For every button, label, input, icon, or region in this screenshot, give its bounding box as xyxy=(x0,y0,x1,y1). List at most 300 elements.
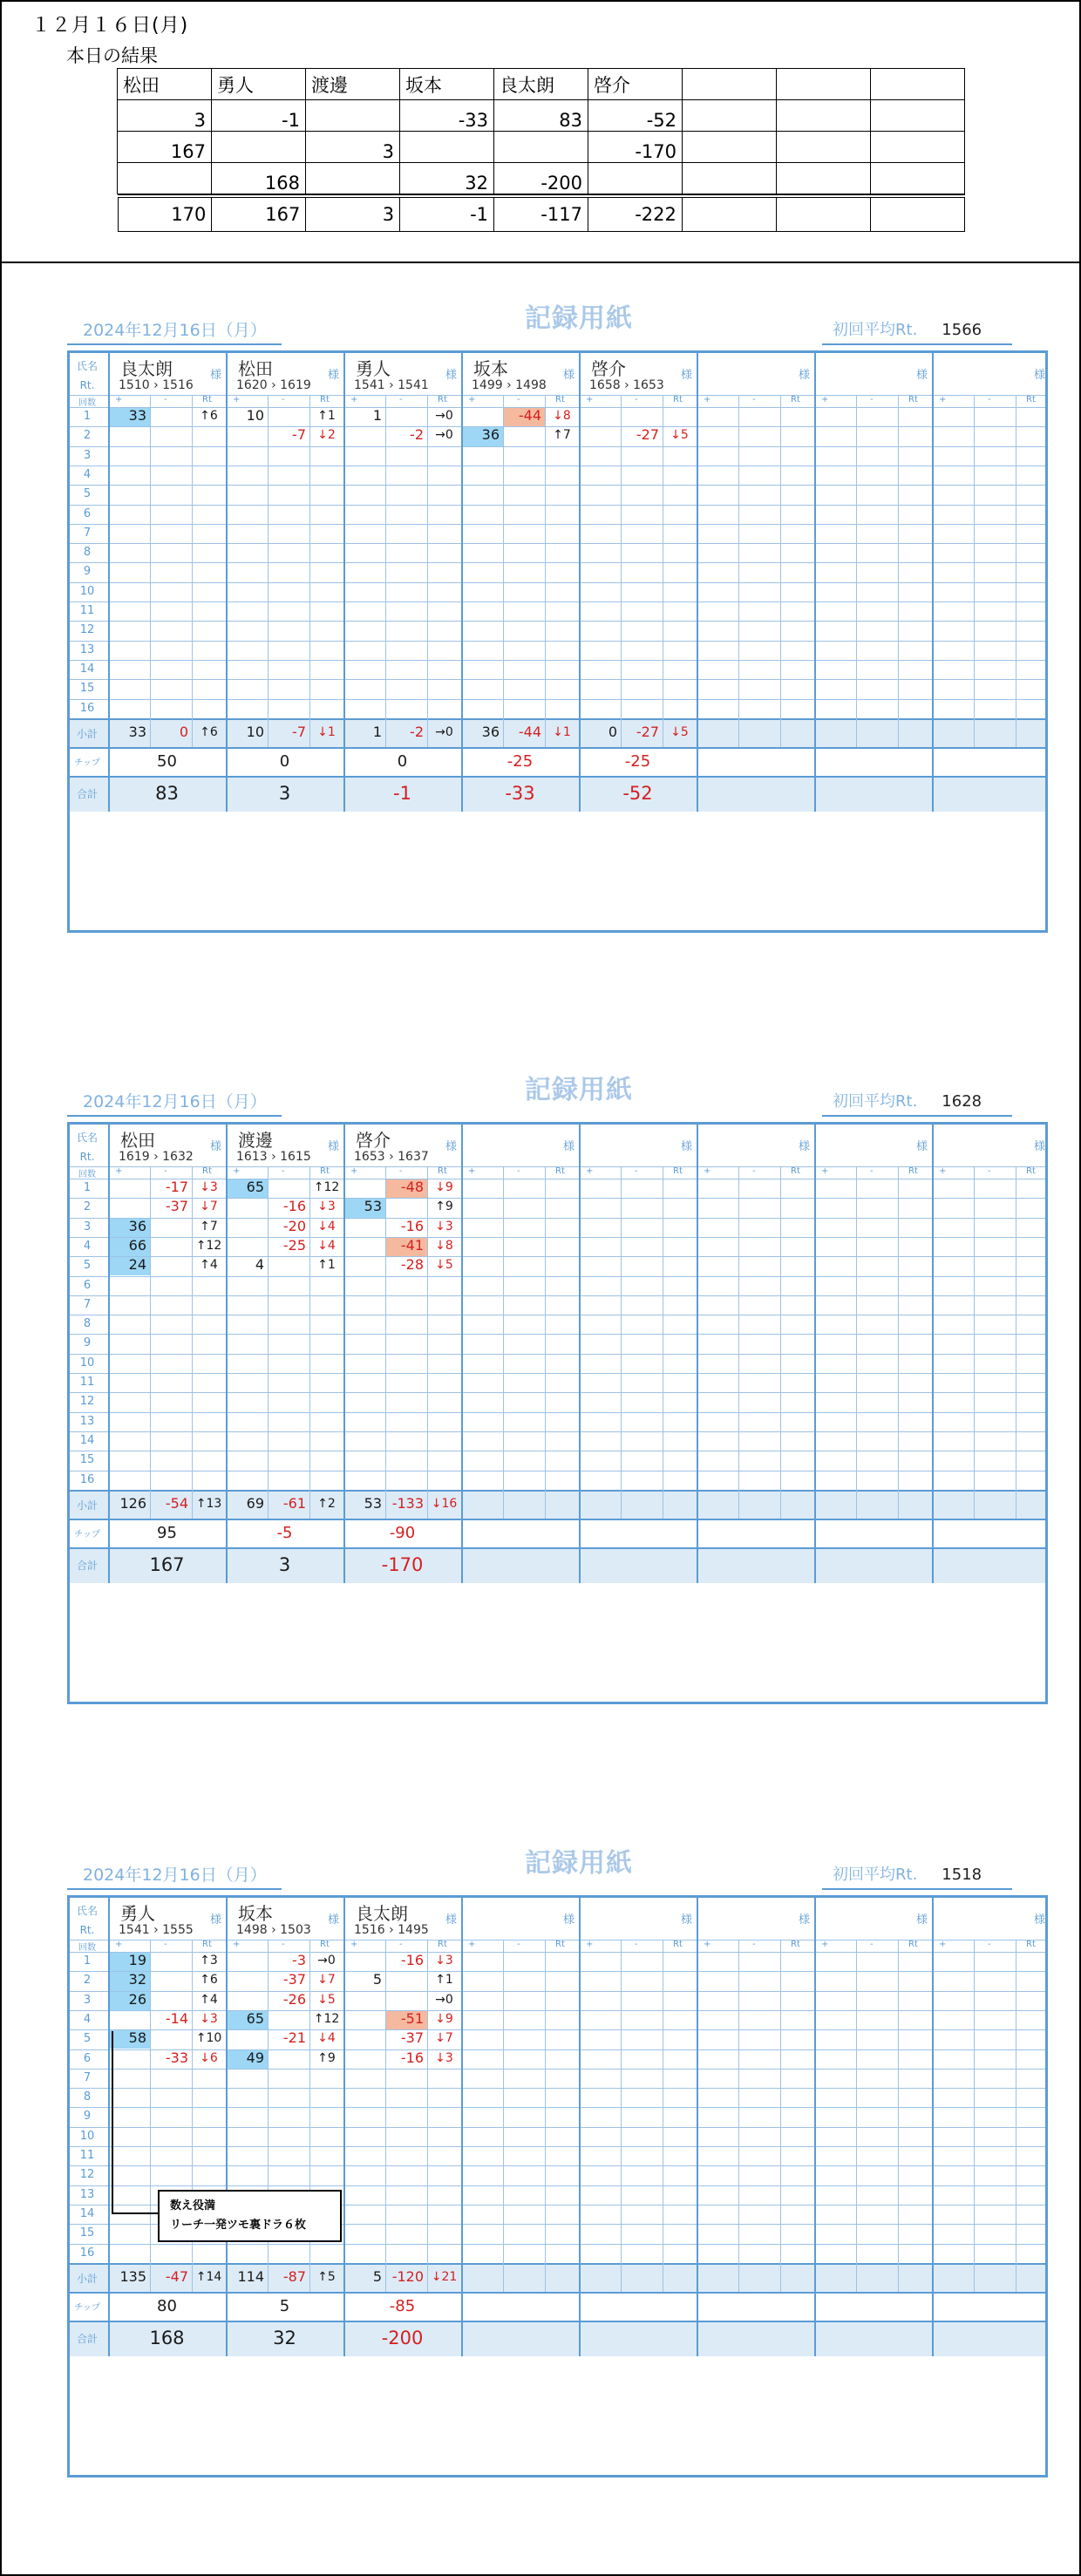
grid-vline xyxy=(856,1940,857,2292)
minus-header: - xyxy=(988,395,991,404)
rating-from: 1620 xyxy=(236,378,268,392)
rating-change: ↑6 xyxy=(200,1973,218,1988)
grid-vline xyxy=(385,395,386,747)
rating-line xyxy=(236,1150,311,1164)
chip-label: チップ xyxy=(74,1529,100,1539)
grid-hline xyxy=(70,1991,1045,1992)
minus-score: -2 xyxy=(410,723,424,740)
rating-change: ↑13 xyxy=(195,1496,222,1511)
grid-hline xyxy=(70,2146,1045,2147)
chip-value: 80 xyxy=(157,2296,177,2315)
sama-suffix: 様 xyxy=(681,1913,693,1927)
minus-score: -44 xyxy=(518,407,541,424)
results-cell: -33 xyxy=(400,100,494,132)
rating-change: ↓3 xyxy=(435,1219,453,1234)
grid-hline xyxy=(70,485,1045,486)
minus-score: -7 xyxy=(292,723,306,740)
grid-hline xyxy=(70,1952,1045,1953)
plus-score: 19 xyxy=(128,1952,146,1968)
name-label: 氏名 xyxy=(76,1132,98,1144)
rating-change: ↓2 xyxy=(317,428,336,443)
plus-header: + xyxy=(233,1940,241,1949)
grid-hline xyxy=(70,1392,1045,1393)
rating-change: →0 xyxy=(435,1992,453,2007)
rating-change: ↓3 xyxy=(435,2050,453,2065)
player-name: 良太朗 xyxy=(120,358,173,379)
rt-label: Rt. xyxy=(79,1151,95,1163)
rating-change: →0 xyxy=(317,1954,336,1968)
total-value: -170 xyxy=(381,1553,424,1575)
plus-score: 1 xyxy=(372,723,382,740)
rating-arrow: › xyxy=(267,1923,281,1937)
rating-change: ↓3 xyxy=(435,1954,453,1968)
plus-header: + xyxy=(704,395,711,404)
grid-hline xyxy=(70,407,1045,408)
plus-header: + xyxy=(704,1166,711,1176)
round-number: 16 xyxy=(79,701,95,715)
plus-header: + xyxy=(233,395,241,404)
round-number: 1 xyxy=(83,1954,92,1968)
results-cell xyxy=(306,163,400,194)
grid-hline xyxy=(70,776,1045,778)
grid-hline xyxy=(70,2029,1045,2030)
grid-vline xyxy=(150,395,151,747)
total-value: 32 xyxy=(273,2327,296,2348)
plus-header: + xyxy=(115,395,123,404)
rating-change: ↓1 xyxy=(317,724,336,739)
score-grid xyxy=(67,1122,1048,1704)
minus-score: -14 xyxy=(165,2009,188,2027)
sama-suffix: 様 xyxy=(916,369,928,382)
round-number: 12 xyxy=(79,1395,95,1409)
round-number: 8 xyxy=(83,1317,92,1331)
rating-change: ↑6 xyxy=(200,409,218,423)
rating-change: ↓7 xyxy=(200,1200,218,1214)
round-number: 5 xyxy=(83,1259,92,1273)
sheet-title: 記録用紙 xyxy=(525,1848,633,1879)
sama-suffix: 様 xyxy=(445,369,458,382)
grid-vline xyxy=(814,353,816,812)
sama-suffix: 様 xyxy=(445,1913,458,1927)
minus-score: -16 xyxy=(282,1198,306,1215)
subtotal-label: 小計 xyxy=(76,1499,98,1512)
results-row xyxy=(118,132,965,163)
results-cell: -1 xyxy=(212,100,306,132)
minus-header: - xyxy=(635,1166,638,1176)
rating-line xyxy=(236,1923,311,1937)
minus-header: - xyxy=(282,1166,285,1176)
rating-line xyxy=(119,1150,194,1164)
rt-header: Rt xyxy=(791,1940,800,1949)
minus-header: - xyxy=(517,1940,520,1949)
round-label: 回数 xyxy=(78,1943,96,1953)
grid-vline xyxy=(579,353,581,812)
minus-header: - xyxy=(635,395,638,404)
results-cell xyxy=(588,163,683,194)
sama-suffix: 様 xyxy=(799,1913,811,1927)
results-cell xyxy=(494,132,588,163)
grid-hline xyxy=(70,1334,1045,1335)
round-number: 6 xyxy=(83,506,92,520)
rating-change: ↑1 xyxy=(435,1973,453,1988)
total-value: 3 xyxy=(278,782,291,804)
grid-hline xyxy=(70,1237,1045,1238)
grid-hline xyxy=(70,1276,1045,1277)
plus-score: 135 xyxy=(119,2267,146,2285)
chip-value: 50 xyxy=(157,751,177,771)
plus-score: 32 xyxy=(128,1971,146,1988)
results-cell xyxy=(871,163,965,194)
name-label: 氏名 xyxy=(76,1905,98,1917)
round-number: 14 xyxy=(79,662,95,676)
round-number: 13 xyxy=(79,642,95,656)
note-line: 数え役満 xyxy=(170,2199,216,2212)
rating-change: ↑3 xyxy=(200,1954,218,1968)
results-cell: -52 xyxy=(588,100,683,132)
record-sheet xyxy=(67,296,1048,933)
results-subtitle: 本日の結果 xyxy=(66,45,158,66)
grid-vline xyxy=(309,395,310,747)
rating-to: 1498 xyxy=(515,378,547,392)
rating-arrow: › xyxy=(384,1923,398,1937)
rating-arrow: › xyxy=(149,1150,163,1164)
results-cell xyxy=(871,132,965,163)
rt-header: Rt xyxy=(908,1166,918,1176)
record-sheet xyxy=(67,1068,1048,1704)
average-value: 1518 xyxy=(942,1866,982,1884)
grid-hline xyxy=(70,1519,1045,1520)
minus-score: -3 xyxy=(292,1952,306,1968)
total-value: 167 xyxy=(149,1553,185,1575)
rt-header: Rt xyxy=(673,395,683,404)
rating-change: ↑9 xyxy=(317,2050,336,2065)
minus-score: -37 xyxy=(400,2029,424,2047)
sama-suffix: 様 xyxy=(210,1913,222,1927)
player-name: 啓介 xyxy=(591,358,626,379)
results-header-cell: 渡邊 xyxy=(306,69,400,100)
grid-vline xyxy=(898,1166,899,1519)
grid-vline xyxy=(621,395,622,747)
rt-header: Rt xyxy=(908,395,918,404)
total-value: -33 xyxy=(505,782,535,804)
round-number: 14 xyxy=(79,2206,95,2220)
rt-header: Rt xyxy=(438,1940,447,1949)
round-number: 4 xyxy=(83,1239,92,1253)
results-cell xyxy=(683,163,777,194)
rating-from: 1653 xyxy=(354,1150,385,1164)
minus-score: -37 xyxy=(165,1198,188,1215)
rating-arrow: › xyxy=(502,378,516,392)
minus-header: - xyxy=(870,395,874,404)
minus-score: -16 xyxy=(400,2049,424,2066)
results-cell: -200 xyxy=(494,163,588,194)
rating-change: ↓1 xyxy=(553,724,571,739)
chip-value: -5 xyxy=(276,1523,293,1542)
minus-score: -7 xyxy=(292,426,306,444)
results-header-cell xyxy=(683,69,777,100)
plus-score: 10 xyxy=(246,723,264,740)
note-line: リーチ一発ツモ裏ドラ６枚 xyxy=(170,2219,307,2232)
grid-vline xyxy=(780,1166,781,1519)
round-number: 2 xyxy=(83,1974,92,1988)
minus-header: - xyxy=(635,1940,638,1949)
rating-to: 1495 xyxy=(398,1923,429,1937)
grid-vline xyxy=(579,1898,581,2356)
grid-vline xyxy=(738,1940,739,2292)
chip-value: 0 xyxy=(279,751,290,771)
results-total-cell: 170 xyxy=(118,196,212,231)
sama-suffix: 様 xyxy=(799,369,811,382)
grid-vline xyxy=(461,353,463,812)
rating-change: ↑12 xyxy=(313,2011,340,2026)
rt-header: Rt xyxy=(320,1940,330,1949)
grid-vline xyxy=(545,1940,546,2292)
round-number: 9 xyxy=(83,1336,92,1350)
plus-header: + xyxy=(468,395,476,404)
rating-change: ↓5 xyxy=(670,724,689,739)
rating-line xyxy=(119,378,194,392)
grid-hline xyxy=(70,1198,1045,1199)
grid-vline xyxy=(932,353,934,812)
minus-score: -20 xyxy=(282,1217,306,1234)
player-name: 松田 xyxy=(238,358,273,379)
page-title: １２月１６日(月) xyxy=(31,15,189,37)
minus-score: -54 xyxy=(165,1494,188,1512)
minus-score: -16 xyxy=(400,1217,424,1234)
minus-score: -28 xyxy=(400,1256,424,1274)
minus-header: - xyxy=(752,1166,756,1176)
chip-value: -85 xyxy=(389,2296,416,2315)
rt-header: Rt xyxy=(1026,1940,1036,1949)
total-value: 3 xyxy=(278,1553,291,1575)
plus-header: + xyxy=(468,1166,476,1176)
rt-label: Rt. xyxy=(79,1924,95,1936)
plus-header: + xyxy=(821,1166,829,1176)
sama-suffix: 様 xyxy=(328,1140,340,1153)
grid-vline xyxy=(932,1898,934,2356)
rating-to: 1503 xyxy=(280,1923,311,1937)
rating-change: →0 xyxy=(435,724,453,739)
rating-arrow: › xyxy=(267,1150,281,1164)
grid-hline xyxy=(70,524,1045,525)
sama-suffix: 様 xyxy=(681,369,693,382)
grid-vline xyxy=(974,395,975,747)
grid-vline xyxy=(461,1125,463,1583)
plus-header: + xyxy=(939,1166,947,1176)
plus-header: + xyxy=(821,395,829,404)
plus-header: + xyxy=(586,1166,594,1176)
rating-from: 1499 xyxy=(472,378,503,392)
rating-change: ↑4 xyxy=(200,1258,218,1273)
sama-suffix: 様 xyxy=(445,1140,458,1153)
plus-score: 69 xyxy=(246,1494,264,1512)
results-header-cell xyxy=(777,69,871,100)
grid-vline xyxy=(697,1898,698,2356)
grid-vline xyxy=(545,395,546,747)
total-label: 合計 xyxy=(76,787,98,800)
grid-vline xyxy=(697,353,698,812)
rt-header: Rt xyxy=(791,395,800,404)
results-total-cell: 3 xyxy=(306,196,400,231)
grid-vline xyxy=(974,1166,975,1519)
plus-header: + xyxy=(586,395,594,404)
minus-score: -16 xyxy=(400,1952,424,1968)
rating-from: 1510 xyxy=(119,378,150,392)
subtotal-label: 小計 xyxy=(76,2272,98,2285)
rating-change: ↓6 xyxy=(200,2050,218,2065)
results-cell xyxy=(306,100,400,132)
grid-vline xyxy=(503,395,504,747)
rating-to: 1555 xyxy=(162,1923,194,1937)
grid-hline xyxy=(70,2069,1045,2070)
plus-score: 5 xyxy=(372,2267,382,2285)
rating-from: 1541 xyxy=(354,378,385,392)
minus-header: - xyxy=(752,1940,756,1949)
results-header-row xyxy=(118,69,965,100)
plus-header: + xyxy=(468,1940,476,1949)
round-number: 2 xyxy=(83,1200,92,1214)
minus-score: -47 xyxy=(165,2267,188,2285)
sama-suffix: 様 xyxy=(1034,1913,1046,1927)
rt-header: Rt xyxy=(202,1166,212,1176)
rating-line xyxy=(354,1150,429,1164)
rt-header: Rt xyxy=(438,395,447,404)
minus-header: - xyxy=(988,1940,991,1949)
rating-change: ↓4 xyxy=(317,1219,336,1234)
grid-vline xyxy=(621,1166,622,1519)
round-number: 11 xyxy=(79,2149,95,2162)
minus-score: -37 xyxy=(282,1971,306,1988)
grid-vline xyxy=(932,1125,934,1583)
grid-vline xyxy=(226,1898,228,2356)
rating-from: 1516 xyxy=(354,1923,385,1937)
minus-score: -120 xyxy=(391,2267,424,2285)
results-row xyxy=(118,163,965,194)
minus-score: -51 xyxy=(400,2009,424,2027)
minus-score: -2 xyxy=(410,426,424,444)
rating-change: ↓9 xyxy=(435,1180,453,1194)
plus-header: + xyxy=(939,395,947,404)
results-cell xyxy=(777,100,871,132)
player-name: 坂本 xyxy=(473,358,508,379)
grid-vline xyxy=(385,1940,386,2292)
grid-vline xyxy=(974,1940,975,2292)
round-number: 9 xyxy=(83,565,92,579)
rt-header: Rt xyxy=(673,1940,683,1949)
round-number: 10 xyxy=(79,1356,95,1370)
minus-score: -27 xyxy=(636,426,659,444)
player-name: 良太朗 xyxy=(356,1903,408,1924)
rating-arrow: › xyxy=(149,378,163,392)
minus-header: - xyxy=(164,1940,167,1949)
rating-change: ↓16 xyxy=(431,1496,458,1511)
round-number: 16 xyxy=(79,2246,95,2260)
minus-score: -48 xyxy=(400,1179,424,1195)
rating-change: ↓8 xyxy=(553,409,571,423)
sheet-average: 初回平均Rt. 1566 xyxy=(822,317,1012,345)
total-value: 168 xyxy=(149,2327,185,2348)
grid-hline xyxy=(70,2127,1045,2128)
minus-header: - xyxy=(164,395,167,404)
round-number: 15 xyxy=(79,682,95,696)
round-number: 16 xyxy=(79,1472,95,1486)
minus-score: -27 xyxy=(636,723,659,740)
sheet-date: 2024年12月16日（月） xyxy=(67,317,282,345)
minus-header: - xyxy=(164,1166,167,1176)
sama-suffix: 様 xyxy=(1034,1140,1046,1153)
results-cell xyxy=(777,163,871,194)
grid-hline xyxy=(70,505,1045,506)
grid-hline xyxy=(70,641,1045,642)
average-value: 1628 xyxy=(942,1092,982,1111)
sheet-date: 2024年12月16日（月） xyxy=(67,1862,282,1890)
round-number: 7 xyxy=(83,1297,92,1311)
rt-header: Rt xyxy=(202,395,212,404)
results-cell: -170 xyxy=(588,132,683,163)
rt-header: Rt xyxy=(320,1166,330,1176)
rating-change: ↓4 xyxy=(317,1238,336,1253)
rating-change: ↓9 xyxy=(435,2011,453,2026)
minus-score: -21 xyxy=(282,2029,306,2047)
plus-score: 49 xyxy=(246,2049,264,2066)
rating-change: →0 xyxy=(435,428,453,443)
player-name: 渡邊 xyxy=(238,1130,273,1151)
results-cell: 167 xyxy=(118,132,212,163)
rating-change: ↑1 xyxy=(317,409,336,423)
rating-change: ↓5 xyxy=(670,428,689,443)
plus-score: 10 xyxy=(246,407,264,424)
results-header-cell: 良太朗 xyxy=(494,69,588,100)
rating-to: 1541 xyxy=(398,378,429,392)
total-value: -1 xyxy=(393,782,411,804)
player-name: 勇人 xyxy=(120,1903,155,1924)
total-value: -200 xyxy=(381,2327,424,2348)
rating-change: ↓7 xyxy=(317,1973,336,1988)
grid-hline xyxy=(70,660,1045,661)
minus-header: - xyxy=(517,1166,520,1176)
grid-hline xyxy=(70,2321,1045,2322)
plus-header: + xyxy=(586,1940,594,1949)
sama-suffix: 様 xyxy=(210,369,222,382)
player-name: 坂本 xyxy=(238,1903,273,1924)
plus-header: + xyxy=(821,1940,829,1949)
plus-score: 26 xyxy=(128,1990,146,2008)
rating-change: ↑7 xyxy=(200,1219,218,1234)
minus-header: - xyxy=(988,1166,991,1176)
plus-header: + xyxy=(350,1166,358,1176)
rating-to: 1619 xyxy=(280,378,311,392)
results-total-cell xyxy=(870,196,964,231)
grid-vline xyxy=(343,1125,345,1583)
grid-hline xyxy=(70,1373,1045,1374)
grid-hline xyxy=(70,2292,1045,2294)
grid-vline xyxy=(503,1940,504,2292)
rt-header: Rt xyxy=(555,1940,565,1949)
minus-score: -25 xyxy=(282,1236,306,1254)
grid-vline xyxy=(856,1166,857,1519)
round-number: 1 xyxy=(83,1181,92,1194)
grid-vline xyxy=(738,395,739,747)
sama-suffix: 様 xyxy=(563,1913,575,1927)
total-value: -52 xyxy=(622,782,653,804)
grid-hline xyxy=(70,699,1045,700)
rating-line xyxy=(589,378,664,392)
average-value: 1566 xyxy=(942,321,982,339)
grid-hline xyxy=(70,718,1045,720)
grid-hline xyxy=(70,426,1045,427)
plus-header: + xyxy=(704,1940,711,1949)
results-cell xyxy=(683,132,777,163)
